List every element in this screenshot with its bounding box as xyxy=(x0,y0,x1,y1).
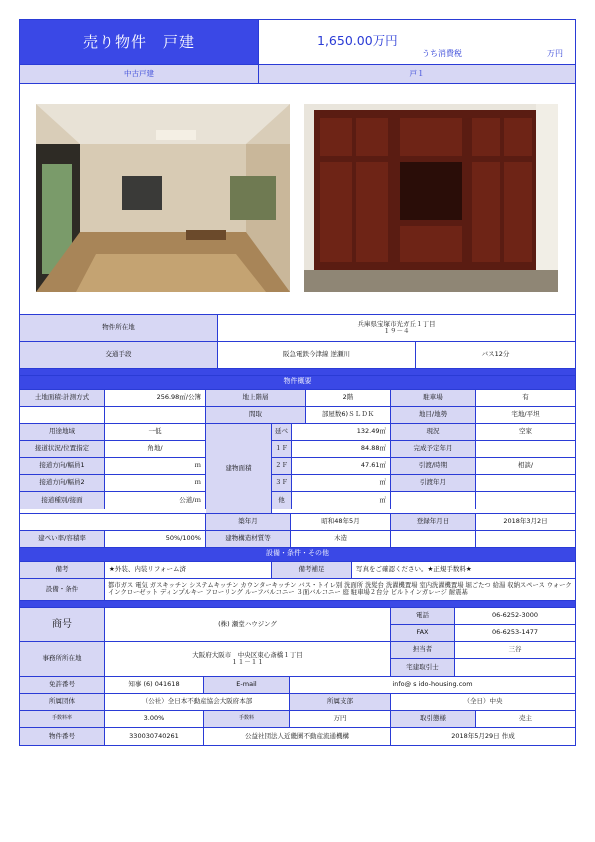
email-label: E-mail xyxy=(204,677,290,693)
road-type-row xyxy=(20,492,206,509)
rate-label: 手数料率 xyxy=(20,711,105,727)
price-value: 1,650.00万円 xyxy=(317,33,398,48)
photo-area xyxy=(20,84,575,315)
handover-value: 相談/ xyxy=(476,458,575,474)
road-type-value: 公道/ｍ xyxy=(105,492,206,509)
property-subtype: 戸１ xyxy=(259,65,575,83)
blank-cell xyxy=(476,492,575,509)
road-dir2-row xyxy=(20,475,206,492)
created-value: 2018年5月29日 作成 xyxy=(391,728,575,745)
equipment-band-label: 設備・条件・その他 xyxy=(266,549,329,557)
overview-band-label: 物件概要 xyxy=(283,377,312,385)
registered-label: 登録年月日 xyxy=(391,514,476,530)
staff-label: 担当者 xyxy=(391,642,455,658)
price-box xyxy=(259,20,575,64)
overview-row-2 xyxy=(20,407,575,424)
tax-unit: 万円 xyxy=(547,49,563,58)
staff-row xyxy=(391,642,575,659)
road-dir2-label: 接道方向/幅員2 xyxy=(20,475,105,491)
structure-label: 建物構造材質等 xyxy=(206,531,291,547)
f2-row xyxy=(272,458,575,475)
total-row xyxy=(272,424,575,441)
fee-row xyxy=(20,711,575,728)
land-area-label: 土地面積:計測方式 xyxy=(20,390,105,406)
interior-photo-living-room xyxy=(36,104,290,292)
overview-block xyxy=(20,424,575,514)
road-dir2-value: ｍ xyxy=(105,475,206,491)
bcr-row xyxy=(20,531,575,548)
blank-cell xyxy=(20,407,105,423)
built-label: 築年月 xyxy=(206,514,291,530)
f1-value: 84.88㎡ xyxy=(292,441,391,457)
tel-value: 06-6252-3000 xyxy=(455,608,575,624)
license-row xyxy=(20,677,575,694)
branch-value: （全日）中央 xyxy=(391,694,575,710)
id-value: 330030740261 xyxy=(105,728,204,745)
transport-row xyxy=(20,342,575,369)
built-row xyxy=(20,514,575,531)
fax-row xyxy=(391,625,575,642)
items-row xyxy=(20,579,575,601)
complete-label: 完成予定年月 xyxy=(391,441,476,457)
f1-label: １Ｆ xyxy=(272,441,292,457)
location-label: 物件所在地 xyxy=(20,315,218,341)
blank-cell xyxy=(20,514,206,530)
zoning-value: 一低 xyxy=(105,424,206,440)
company-name-value: (株) 瀬堂ハウジング xyxy=(105,608,391,641)
deal-value: 売主 xyxy=(476,711,575,727)
remarks-label: 備考 xyxy=(20,562,105,578)
company-right-column xyxy=(391,608,575,676)
layout-value: 部屋数6)ＳＬＤＫ xyxy=(306,407,391,423)
remarks-value: ★外装、内装リフォーム済 xyxy=(105,562,272,578)
status-value: 空家 xyxy=(476,424,575,440)
company-left-column xyxy=(20,608,391,676)
status-label: 現況 xyxy=(391,424,476,440)
road-dir1-label: 接道方向/幅員1 xyxy=(20,458,105,474)
license-label: 免許番号 xyxy=(20,677,105,693)
fee-value: 万円 xyxy=(290,711,391,727)
items-value: 都市ガス 電気 ガスキッチン システムキッチン カウンターキッチン バス・トイレ別 洗面所 洗髪台 洗濯機置場 室内洗濯機置場 堀ごたつ 給湯 収納スペース ウォークインクローゼット ディンプルキー フローリング ルーフバルコニー ３面バルコニー 庭 駐車場２台分 ビルトインガレージ 耐震基 xyxy=(105,579,575,600)
items-label: 設備・条件 xyxy=(20,579,105,600)
property-sheet xyxy=(19,19,576,746)
id-row xyxy=(20,728,575,745)
header-row xyxy=(20,20,575,65)
group-value: （公社）全日本不動産協会大阪府本部 xyxy=(105,694,290,710)
remarks-sup-value: 写真をご確認ください。★正規手数料★ xyxy=(352,562,575,578)
zoning-row xyxy=(20,424,206,441)
deal-label: 取引態様 xyxy=(391,711,476,727)
floors-value: 2階 xyxy=(306,390,391,406)
f3-label: ３Ｆ xyxy=(272,475,292,491)
total-label: 延べ xyxy=(272,424,292,440)
branch-label: 所属支部 xyxy=(290,694,391,710)
broker-row xyxy=(391,659,575,676)
location-row xyxy=(20,315,575,342)
broker-label: 宅建取引士 xyxy=(391,659,455,676)
overview-right-column xyxy=(272,424,575,513)
tel-label: 電話 xyxy=(391,608,455,624)
structure-value: 木造 xyxy=(291,531,391,547)
company-name-row xyxy=(20,608,391,642)
other-label: 他 xyxy=(272,492,292,509)
company-name-label: 商号 xyxy=(20,608,105,641)
other-row xyxy=(272,492,575,509)
bcr-value: 50%/100% xyxy=(105,531,206,547)
road-type-label: 接道種別/接面 xyxy=(20,492,105,509)
transport-access: バス12分 xyxy=(416,342,575,368)
road-value: 角地/ xyxy=(105,441,206,457)
remarks-row xyxy=(20,562,575,579)
page-title: 売り物件 戸建 xyxy=(20,20,259,64)
registered-value: 2018年3月2日 xyxy=(476,514,575,530)
transport-line: 阪急電鉄今津線 逆瀬川 xyxy=(218,342,416,368)
f2-value: 47.61㎡ xyxy=(292,458,391,474)
email-value[interactable]: info@ s ido-housing.com xyxy=(290,677,575,693)
building-area-label: 建物面積 xyxy=(206,424,272,513)
other-value: ㎡ xyxy=(292,492,391,509)
road-row xyxy=(20,441,206,458)
staff-value: 三谷 xyxy=(455,642,575,658)
group-row xyxy=(20,694,575,711)
subheader-row xyxy=(20,65,575,84)
tax-label: うち消費税 xyxy=(422,49,462,58)
floors-label: 地上階層 xyxy=(206,390,306,406)
handover-label: 引渡/時期 xyxy=(391,458,476,474)
road-dir1-row xyxy=(20,458,206,475)
bcr-label: 建ぺい率/容積率 xyxy=(20,531,105,547)
office-row xyxy=(20,642,391,676)
f3-row xyxy=(272,475,575,492)
id-label: 物件番号 xyxy=(20,728,105,745)
terrain-label: 地目/地勢 xyxy=(391,407,476,423)
layout-label: 間取 xyxy=(206,407,306,423)
terrain-value: 宅地/平坦 xyxy=(476,407,575,423)
office-label: 事務所所在地 xyxy=(20,642,105,676)
overview-band xyxy=(20,376,575,390)
parking-label: 駐車場 xyxy=(391,390,476,406)
total-value: 132.49㎡ xyxy=(292,424,391,440)
handover-date-value xyxy=(476,475,575,491)
fee-label: 手数料 xyxy=(204,711,290,727)
remarks-sup-label: 備考補足 xyxy=(272,562,352,578)
f2-label: ２Ｆ xyxy=(272,458,292,474)
blank-cell xyxy=(391,531,476,547)
equipment-band xyxy=(20,548,575,562)
land-area-value: 256.98㎡/公簿 xyxy=(105,390,206,406)
company-block xyxy=(20,608,575,677)
road-dir1-value: ｍ xyxy=(105,458,206,474)
blank-cell xyxy=(105,407,206,423)
transport-label: 交通手段 xyxy=(20,342,218,368)
office-value: 大阪府大阪市 中央区東心斎橋１丁目 １１－１１ xyxy=(105,642,391,676)
blank-cell xyxy=(476,531,575,547)
road-label: 接道状況/位置指定 xyxy=(20,441,105,457)
location-value: 兵庫県宝塚市光ガ丘１丁目 １９－４ xyxy=(218,315,575,341)
f1-row xyxy=(272,441,575,458)
fax-value: 06-6253-1477 xyxy=(455,625,575,641)
blank-cell xyxy=(391,492,476,509)
rate-value: 3.00% xyxy=(105,711,204,727)
spacer-band xyxy=(20,369,575,376)
overview-row-1 xyxy=(20,390,575,407)
broker-value xyxy=(455,659,575,676)
complete-value xyxy=(476,441,575,457)
f3-value: ㎡ xyxy=(292,475,391,491)
property-category: 中古戸建 xyxy=(20,65,259,83)
fax-label: FAX xyxy=(391,625,455,641)
handover-date-label: 引渡年月 xyxy=(391,475,476,491)
interior-photo-cabinet-wall xyxy=(304,104,558,292)
overview-left-column xyxy=(20,424,206,513)
built-value: 昭和48年5月 xyxy=(291,514,391,530)
parking-value: 有 xyxy=(476,390,575,406)
group-label: 所属団体 xyxy=(20,694,105,710)
license-value: 知事 (6) 041618 xyxy=(105,677,204,693)
org-value: 公益社団法人近畿圏不動産流通機構 xyxy=(204,728,391,745)
tel-row xyxy=(391,608,575,625)
spacer-band xyxy=(20,601,575,608)
zoning-label: 用途地域 xyxy=(20,424,105,440)
